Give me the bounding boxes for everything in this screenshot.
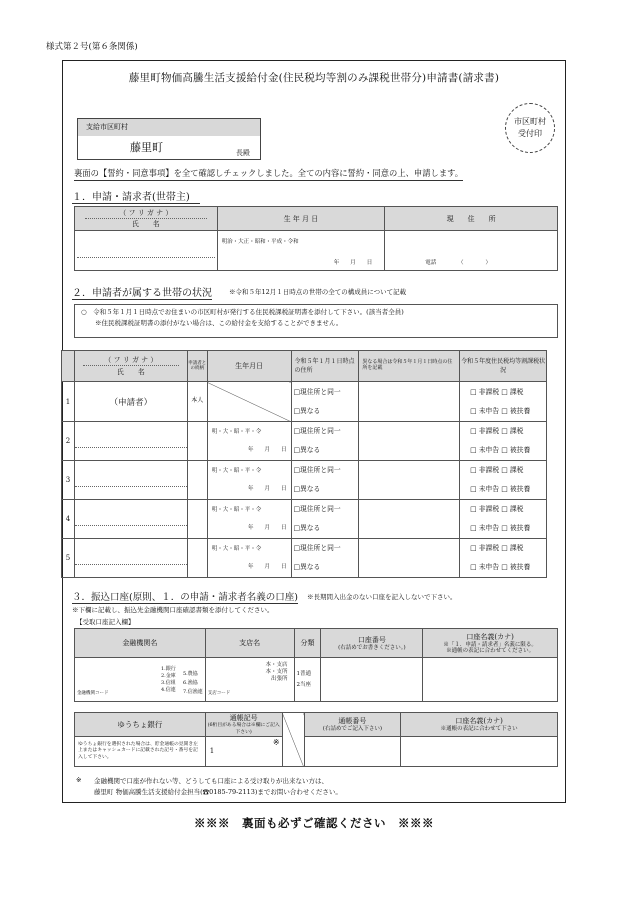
household-name-label: 氏 名 xyxy=(116,367,145,376)
branch-type-3: 出張所 xyxy=(270,676,288,682)
bank-type-6: 6.漁協 xyxy=(183,680,198,686)
yucho-number-title: 通帳番号 xyxy=(338,717,367,726)
applicant-table xyxy=(74,206,558,271)
stamp-line1: 市区町村 xyxy=(514,117,546,126)
household-row-birth[interactable] xyxy=(207,461,291,500)
account-type-ordinary[interactable]: 1普通 xyxy=(296,670,311,677)
reception-stamp xyxy=(505,103,555,153)
address-different-checkbox[interactable]: □異なる xyxy=(293,563,321,571)
household-tax-header: 令和５年度住民税均等割課税状況 xyxy=(460,351,547,382)
bank-type-5: 5.農協 xyxy=(183,671,198,677)
tax-status-checkboxes-2[interactable]: □ 未申告 □ 被扶養 xyxy=(470,524,531,532)
household-row-tax[interactable] xyxy=(460,539,547,578)
household-relation-header: 申請者との続柄 xyxy=(187,351,207,382)
household-row-relation[interactable]: 本人 xyxy=(187,382,207,422)
account-type-header: 分類 xyxy=(294,629,321,658)
household-row-name[interactable] xyxy=(74,539,187,578)
bank-type-7: 7.信漁連 xyxy=(183,689,203,695)
tax-status-checkboxes-2[interactable]: □ 未申告 □ 被扶養 xyxy=(470,485,531,493)
municipality-name: 藤里町 xyxy=(130,141,163,154)
account-number-sub: (右詰めでお書きください。) xyxy=(338,644,406,651)
household-row-different-address[interactable] xyxy=(359,500,460,539)
household-row-relation[interactable] xyxy=(187,539,207,578)
bank-name-header: 金融機関名 xyxy=(75,629,206,658)
yucho-code-title: 通帳記号 xyxy=(229,714,258,722)
yucho-code-field[interactable] xyxy=(205,737,282,767)
household-row xyxy=(62,461,547,500)
branch-name-header: 支店名 xyxy=(205,629,294,658)
household-row-birth[interactable] xyxy=(207,500,291,539)
tax-status-checkboxes-1[interactable]: □ 非課税 □ 課税 xyxy=(470,544,524,552)
household-row-relation[interactable] xyxy=(187,422,207,461)
household-row-ymd: 年 月 日 xyxy=(248,486,287,492)
household-row-address[interactable] xyxy=(291,500,359,539)
tax-status-checkboxes-2[interactable]: □ 未申告 □ 被扶養 xyxy=(470,563,531,571)
bank-type-1: 1.銀行 xyxy=(161,666,176,672)
household-row-no: 5 xyxy=(62,539,75,578)
account-type-field[interactable] xyxy=(294,658,321,702)
yucho-code-prefix: 1 xyxy=(209,747,215,755)
section2-subnote: ※令和５年12月１日時点の世帯の全ての構成員について記載 xyxy=(229,288,407,296)
household-row-name[interactable] xyxy=(74,500,187,539)
address-same-checkbox[interactable]: □現住所と同一 xyxy=(293,427,341,435)
applicant-furigana-header: （ フ リ ガ ナ ） xyxy=(85,208,207,219)
account-number-field[interactable] xyxy=(321,658,423,702)
address-different-checkbox[interactable]: □異なる xyxy=(293,524,321,532)
yucho-holder-title: 口座名義(カナ) xyxy=(455,717,503,726)
account-type-current[interactable]: 2当座 xyxy=(296,681,311,688)
household-row-tax[interactable] xyxy=(460,422,547,461)
household-row-eras: 明・大・昭・平・令 xyxy=(211,428,262,435)
section2-heading: ２．申請者が属する世帯の状況 xyxy=(72,284,212,300)
tax-status-checkboxes-1[interactable]: □ 非課税 □ 課税 xyxy=(470,505,524,513)
tax-status-checkboxes-1[interactable]: □ 非課税 □ 課税 xyxy=(470,387,524,396)
household-table xyxy=(61,350,547,578)
household-row-name[interactable] xyxy=(74,422,187,461)
tax-status-checkboxes-2[interactable]: □ 未申告 □ 被扶養 xyxy=(470,406,531,415)
yucho-header: ゆうちょ銀行 xyxy=(75,713,206,737)
branch-type-2: 本・支所 xyxy=(265,669,288,675)
account-number-header xyxy=(321,629,423,658)
household-row-address[interactable] xyxy=(291,539,359,578)
tax-status-checkboxes-2[interactable]: □ 未申告 □ 被扶養 xyxy=(470,446,531,454)
address-same-checkbox[interactable]: □現住所と同一 xyxy=(293,387,341,396)
applicant-phone-label: 電話 xyxy=(425,259,437,266)
household-row-name[interactable] xyxy=(74,461,187,500)
municipality-honorific: 長殿 xyxy=(236,149,250,157)
household-row-no: 3 xyxy=(62,461,75,500)
household-row-relation[interactable] xyxy=(187,500,207,539)
household-row-birth-disabled xyxy=(207,382,291,422)
certificate-note-line2: ※住民税課税証明書の添付がない場合は、この給付金を支給することができません。 xyxy=(95,319,343,327)
yucho-code-sub: (6桁目がある場合は※欄にご記入下さい) xyxy=(207,723,280,735)
bank-name-field[interactable] xyxy=(75,658,206,702)
account-holder-note2: ※通帳の表記に合わせてください。 xyxy=(446,648,535,654)
household-row-birth[interactable] xyxy=(207,422,291,461)
address-same-checkbox[interactable]: □現住所と同一 xyxy=(293,544,341,552)
certificate-note-line1: ○ 令和５年１月１日時点でお住まいの市区町村が発行する住民税課税証明書を添付して下さい。(該当者全員) xyxy=(81,308,404,316)
account-holder-field[interactable] xyxy=(423,658,558,702)
household-row-ymd: 年 月 日 xyxy=(248,525,287,531)
household-row-tax[interactable] xyxy=(460,500,547,539)
yucho-code-mark: ※ xyxy=(272,738,280,747)
bank-code-label: 金融機関コード xyxy=(77,690,109,696)
bank-type-2: 2.金庫 xyxy=(161,673,176,679)
household-row xyxy=(62,422,547,461)
bottom-note xyxy=(94,776,342,798)
address-different-checkbox[interactable]: □異なる xyxy=(293,406,321,415)
address-same-checkbox[interactable]: □現住所と同一 xyxy=(293,466,341,474)
municipality-label: 支給市区町村 xyxy=(78,119,260,136)
yucho-holder-sub: ※通帳の表記に合わせて下さい xyxy=(440,726,518,733)
section1-heading: １．申請・請求者(世帯主) xyxy=(72,188,200,204)
household-row-different-address[interactable] xyxy=(359,461,460,500)
household-row-relation[interactable] xyxy=(187,461,207,500)
household-row-name[interactable]: （申請者） xyxy=(74,382,187,422)
applicant-address-header: 現 住 所 xyxy=(385,207,558,231)
yucho-number-sub: (右詰めでご記入下さい) xyxy=(322,726,383,733)
household-furigana-header: （ フ リ ガ ナ ） xyxy=(83,355,179,366)
household-row-ymd: 年 月 日 xyxy=(248,447,287,453)
yucho-number-field[interactable] xyxy=(304,737,401,767)
bottom-note-mark: ※ xyxy=(76,776,82,784)
address-same-checkbox[interactable]: □現住所と同一 xyxy=(293,505,341,513)
applicant-phone-paren: （ ） xyxy=(457,259,491,266)
bank-type-options-2 xyxy=(183,670,203,697)
branch-type-options xyxy=(265,662,287,683)
yucho-code-header xyxy=(205,713,282,737)
yucho-holder-field[interactable] xyxy=(401,737,558,767)
household-row-address[interactable] xyxy=(291,461,359,500)
yucho-note: ゆうちょ銀行を選択された場合は、貯金通帳の見開き左上またはキャッシュカードに記載された記号・番号を記入して下さい。 xyxy=(75,737,206,767)
account-number-title: 口座番号 xyxy=(357,635,386,644)
yucho-number-header xyxy=(304,713,401,737)
household-row-no: 4 xyxy=(62,500,75,539)
household-address-header: 令和５年１月１日時点の住所 xyxy=(291,351,359,382)
applicant-birth-header: 生 年 月 日 xyxy=(217,207,385,231)
form-title: 藤里町物価高騰生活支援給付金(住民税均等割のみ課税世帯分)申請書(請求書) xyxy=(128,72,500,84)
household-row-different-address[interactable] xyxy=(359,382,460,422)
household-row-address[interactable] xyxy=(291,422,359,461)
yucho-table xyxy=(74,712,558,767)
account-holder-note1: ※「１．申請・請求者」名義に限る。 xyxy=(443,641,537,648)
bottom-note-line1: 金融機関で口座が作れない等、どうしても口座による受け取りが出来ない方は、 xyxy=(94,777,328,785)
section3-heading-sub: (原則、１．の申請・請求者名義の口座) xyxy=(129,592,298,603)
household-row-ymd: 年 月 日 xyxy=(248,564,287,570)
tax-status-checkboxes-1[interactable]: □ 非課税 □ 課税 xyxy=(470,427,524,435)
household-row-address[interactable] xyxy=(291,382,359,422)
household-row xyxy=(62,539,547,578)
section3-instruction: ※下欄に記載し、振込先金融機関口座確認書類を添付してください。 xyxy=(72,606,274,614)
bottom-note-line2: 藤里町 物価高騰生活支援給付金担当(☎0185-79-2113)までお問い合わせください。 xyxy=(94,788,342,796)
consent-statement: 裏面の【誓約・同意事項】を全て確認しチェックしました。全ての内容に誓約・同意の上、申請します。 xyxy=(74,167,463,181)
household-row-eras: 明・大・昭・平・令 xyxy=(211,506,262,513)
branch-code-label: 支店コード xyxy=(207,690,231,696)
section3-heading-note: ※長期間入出金のない口座を記入しないで下さい。 xyxy=(307,593,457,601)
branch-type-1: 本・支店 xyxy=(265,662,288,668)
household-row-eras: 明・大・昭・平・令 xyxy=(211,467,262,474)
bank-type-3: 3.信組 xyxy=(161,680,176,686)
bank-type-4: 4.信連 xyxy=(161,687,176,693)
account-holder-header xyxy=(423,629,558,658)
footer-reminder: ※※※ 裏面も必ずご確認ください ※※※ xyxy=(194,816,434,830)
applicant-address-field[interactable] xyxy=(385,231,558,271)
branch-name-field[interactable] xyxy=(205,658,294,702)
household-birth-header: 生年月日 xyxy=(207,351,291,382)
household-row-eras: 明・大・昭・平・令 xyxy=(211,545,262,552)
household-name-header xyxy=(74,351,187,382)
household-row-no: 2 xyxy=(62,422,75,461)
applicant-name-header xyxy=(75,207,218,231)
household-no-header xyxy=(62,351,75,382)
household-row-tax[interactable] xyxy=(460,382,547,422)
household-row-tax[interactable] xyxy=(460,461,547,500)
household-row-different-address[interactable] xyxy=(359,539,460,578)
applicant-name-field[interactable] xyxy=(75,231,218,271)
form-number: 様式第２号(第６条関係) xyxy=(46,42,138,52)
stamp-line2: 受付印 xyxy=(518,129,542,138)
household-row-different-address[interactable] xyxy=(359,422,460,461)
household-row xyxy=(62,382,547,422)
section3-heading xyxy=(72,589,298,604)
applicant-birth-field[interactable] xyxy=(217,231,385,271)
household-row xyxy=(62,500,547,539)
section3-heading-main: ３．振込口座 xyxy=(72,592,130,603)
household-different-header: 異なる場合は令和５年１月１日時点の住所を記載 xyxy=(359,351,460,382)
household-row-no: 1 xyxy=(62,382,75,422)
applicant-ymd-label: 年 月 日 xyxy=(333,259,373,266)
address-different-checkbox[interactable]: □異なる xyxy=(293,446,321,454)
tax-status-checkboxes-1[interactable]: □ 非課税 □ 課税 xyxy=(470,466,524,474)
certificate-note xyxy=(74,304,558,338)
household-row-birth[interactable] xyxy=(207,539,291,578)
yucho-holder-header xyxy=(401,713,558,737)
bank-account-table xyxy=(74,628,558,702)
applicant-era-options: 明治・大正・昭和・平成・令和 xyxy=(221,239,299,245)
applicant-name-label: 氏 名 xyxy=(131,219,160,228)
address-different-checkbox[interactable]: □異なる xyxy=(293,485,321,493)
yucho-separator xyxy=(282,713,304,767)
bank-type-options xyxy=(161,666,176,694)
receiving-account-label: 【受取口座記入欄】 xyxy=(76,618,135,626)
account-holder-title: 口座名義(カナ) xyxy=(466,632,514,641)
